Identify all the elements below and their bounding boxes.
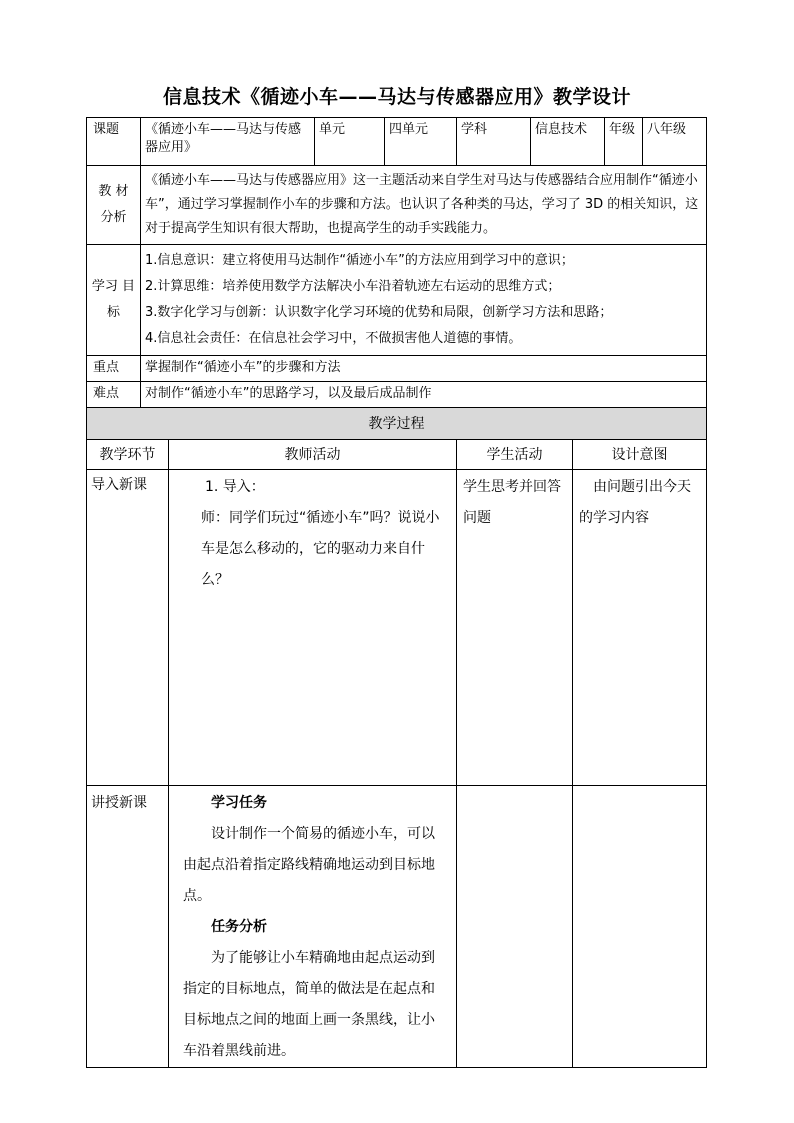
difficulty-row (87, 382, 707, 408)
grade-value: 八年级 (643, 118, 707, 166)
task-text: 设计制作一个简易的循迹小车，可以由起点沿着指定路线精确地运动到目标地点。 (183, 826, 435, 904)
goal-item: 3.数字化学习与创新：认识数字化学习环境的优势和局限，创新学习方法和思路； (145, 305, 613, 320)
student-activity-cell: 学生思考并回答问题 (457, 470, 573, 786)
key-point-label: 重点 (87, 356, 141, 382)
intro-text: 师：同学们玩过“循迹小车”吗？说说小车是怎么移动的，它的驱动力来自什么？ (201, 510, 440, 588)
student-activity-cell (457, 786, 573, 1068)
process-columns-row (87, 440, 707, 470)
difficulty-label: 难点 (87, 382, 141, 408)
column-header: 教学环节 (87, 440, 169, 470)
difficulty-text: 对制作“循迹小车”的思路学习，以及最后成品制作 (141, 382, 707, 408)
subject-label: 学科 (457, 118, 531, 166)
analysis-heading: 任务分析 (211, 919, 267, 935)
topic-label: 课题 (87, 118, 141, 166)
stage-cell: 导入新课 (87, 470, 169, 786)
goal-item: 1.信息意识：建立将使用马达制作“循迹小车”的方法应用到学习中的意识； (145, 253, 574, 268)
page-title: 信息技术《循迹小车——马达与传感器应用》教学设计 (162, 86, 631, 108)
topic-value: 《循迹小车——马达与传感器应用》 (141, 118, 315, 166)
goal-item: 2.计算思维：培养使用数学方法解决小车沿着轨迹左右运动的思维方式； (145, 279, 561, 294)
info-row (87, 118, 707, 166)
analysis-label: 教 材 分析 (87, 166, 141, 245)
goal-item: 4.信息社会责任：在信息社会学习中，不做损害他人道德的事情。 (145, 331, 522, 346)
design-intent-cell (573, 786, 707, 1068)
key-point-text: 掌握制作“循迹小车”的步骤和方法 (141, 356, 707, 382)
goals-label: 学习 目标 (87, 245, 141, 356)
process-heading: 教学过程 (87, 408, 707, 440)
intro-item: 1. 导入： (205, 479, 265, 495)
teacher-activity-cell (169, 470, 457, 786)
design-intent-cell: 由问题引出今天的学习内容 (573, 470, 707, 786)
teacher-activity-cell (169, 786, 457, 1068)
key-point-row (87, 356, 707, 382)
goals-row (87, 245, 707, 356)
task-analysis-text: 为了能够让小车精确地由起点运动到指定的目标地点，简单的做法是在起点和目标地点之间的地面上画一条黑线，让小车沿着黑线前进。 (183, 950, 435, 1059)
unit-label: 单元 (315, 118, 385, 166)
column-header: 学生活动 (457, 440, 573, 470)
column-header: 设计意图 (573, 440, 707, 470)
task-heading: 学习任务 (211, 795, 267, 811)
unit-value: 四单元 (385, 118, 457, 166)
column-header: 教师活动 (169, 440, 457, 470)
process-row-lesson (87, 786, 707, 1068)
subject-value: 信息技术 (531, 118, 605, 166)
stage-cell: 讲授新课 (87, 786, 169, 1068)
analysis-text: 《循迹小车——马达与传感器应用》这一主题活动来自学生对马达与传感器结合应用制作“循迹小车”，通过学习掌握制作小车的步骤和方法。也认识了各种类的马达，学习了 3D 的相关知识，这对于提高学生知识有很大帮助，也提高学生的动手实践能力。 (141, 166, 707, 245)
goals-list (141, 245, 707, 356)
process-heading-row (87, 408, 707, 440)
analysis-row (87, 166, 707, 245)
grade-label: 年级 (605, 118, 643, 166)
lesson-plan-table (86, 117, 707, 1068)
process-row-intro (87, 470, 707, 786)
